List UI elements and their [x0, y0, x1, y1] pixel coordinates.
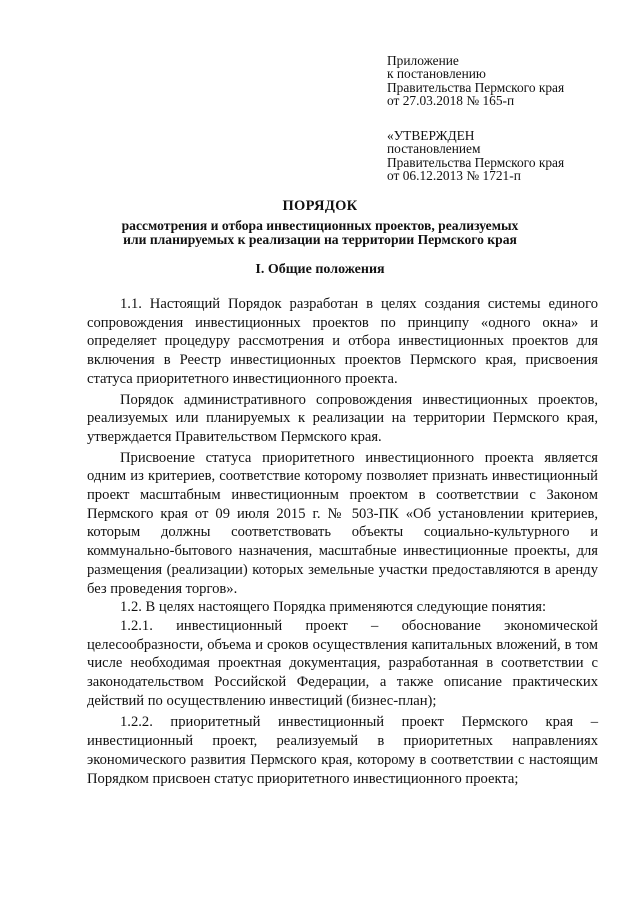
paragraph-1-2: 1.2. В целях настоящего Порядка применяются следующие понятия: [120, 599, 547, 616]
document-subtitle-line-1: рассмотрения и отбора инвестиционных проектов, реализуемых [121, 218, 519, 233]
document-title: ПОРЯДОК [282, 198, 358, 214]
approval-block [387, 129, 564, 182]
approval-line-3: Правительства Пермского края [387, 154, 565, 170]
attachment-line-3: Правительства Пермского края [387, 79, 565, 95]
paragraph-1-1: 1.1. Настоящий Порядок разработан в целях создания системы единого сопровождения инвестиционных проектов по принципу «одного окна» и определяет процедуру рассмотрения и отбора инвестиционных проектов для включения в Реестр инвестиционных проектов Пермского края, присвоения статуса приоритетного инвестиционного проекта. [87, 296, 598, 387]
paragraph-1-2-2: 1.2.2. приоритетный инвестиционный проект Пермского края – инвестиционный проект, реализуемый в приоритетных направлениях экономического развития Пермского края, которому в соответствии с настоящим Порядком присвоен статус приоритетного инвестиционного проекта; [87, 714, 598, 787]
attachment-line-4: от 27.03.2018 № 165-п [387, 92, 515, 108]
approval-line-1: «УТВЕРЖДЕН [387, 128, 475, 143]
document-body [87, 295, 598, 788]
approval-line-4: от 06.12.2013 № 1721-п [387, 167, 521, 183]
paragraph-1-2-1: 1.2.1. инвестиционный проект – обоснование экономической целесообразности, объема и сроков осуществления капитальных вложений, в том числе необходимая проектная документация, разработанная в соответствии с законодательством Российской Федерации, а также описание практических действий по осуществлению инвестиций (бизнес-план); [87, 617, 598, 709]
document-subtitle [0, 219, 640, 247]
paragraph-1-1-priority: Присвоение статуса приоритетного инвестиционного проекта является одним из критериев, соответствие которому позволяет признать инвестиционный проект масштабным инвестиционным проектом в соответствии с Законом Пермского края от 09 июля 2015 г. № 503-ПК «Об установлении критериев, которым должны соответствовать объекты социально-культурного и коммунально-бытового назначения, масштабные инвестиционные проекты, для размещения (реализации) которых земельные участки предоставляются в аренду без проведения торгов». [87, 449, 598, 597]
paragraph-1-1-admin: Порядок административного сопровождения инвестиционных проектов, реализуемых или планируемых к реализации на территории Пермского края, утверждается Правительством Пермского края. [87, 391, 598, 445]
section-heading: I. Общие положения [255, 262, 385, 277]
attachment-block [387, 54, 564, 107]
attachment-line-2: к постановлению [387, 66, 486, 82]
approval-line-2: постановлением [387, 141, 481, 157]
document-subtitle-line-2: или планируемых к реализации на территории Пермского края [123, 232, 517, 247]
attachment-line-1: Приложение [387, 53, 459, 68]
